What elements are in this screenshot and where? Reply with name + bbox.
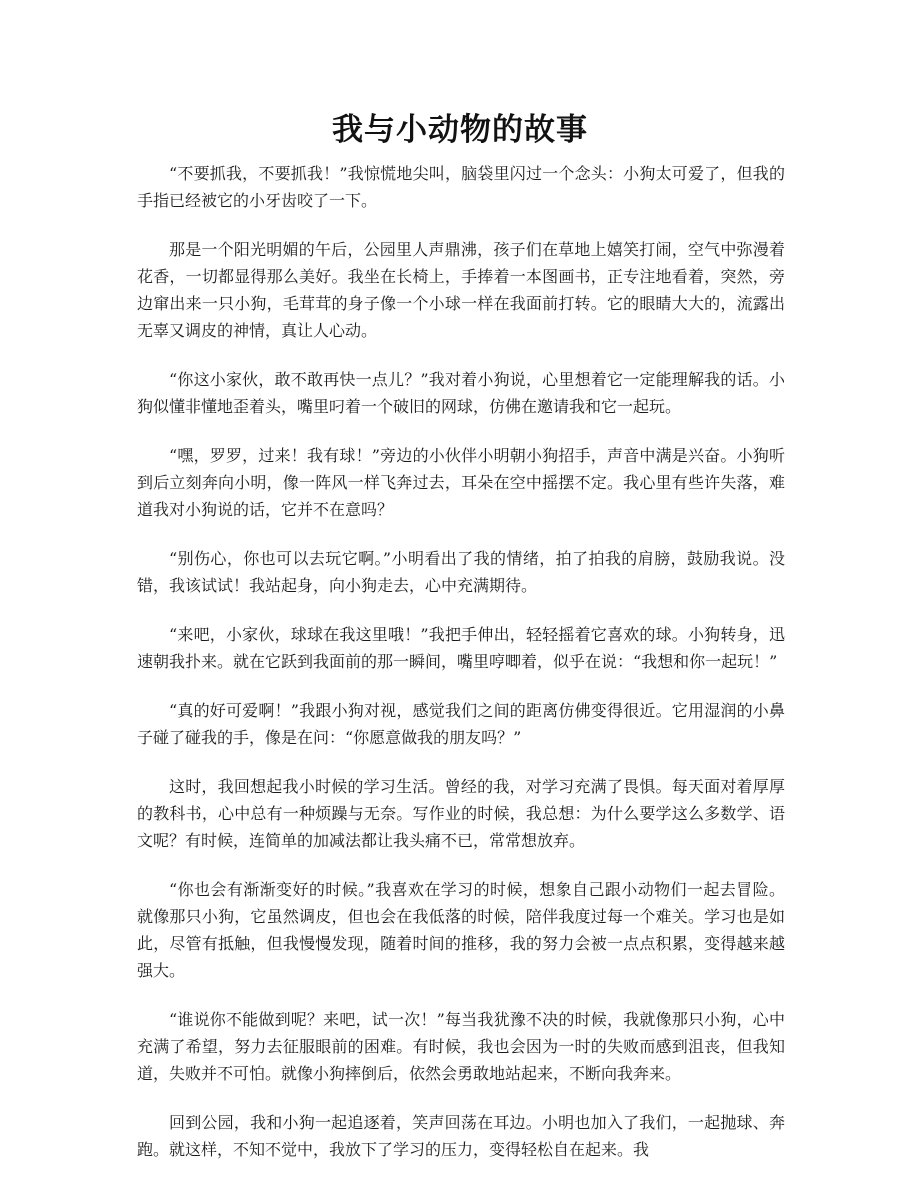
paragraph: “来吧，小家伙，球球在我这里哦！”我把手伸出，轻轻摇着它喜欢的球。小狗转身，迅速朝我扑来。就在它跃到我面前的那一瞬间，嘴里哼唧着，似乎在说：“我想和你一起玩！”: [137, 625, 785, 671]
document-body: [137, 160, 785, 1185]
paragraph: “嘿，罗罗，过来！我有球！”旁边的小伙伴小明朝小狗招手，声音中满是兴奋。小狗听到后立刻奔向小明，像一阵风一样飞奔过去，耳朵在空中摇摆不定。我心里有些许失落，难道我对小狗说的话，它并不在意吗？: [137, 446, 785, 519]
paragraph: “真的好可爱啊！”我跟小狗对视，感觉我们之间的距离仿佛变得很近。它用湿润的小鼻子碰了碰我的手，像是在问：“你愿意做我的朋友吗？”: [137, 701, 785, 747]
paragraph: “别伤心，你也可以去玩它啊。”小明看出了我的情绪，拍了拍我的肩膀，鼓励我说。没错，我该试试！我站起身，向小狗走去，心中充满期待。: [137, 549, 785, 595]
paragraph: “你这小家伙，敢不敢再快一点儿？”我对着小狗说，心里想着它一定能理解我的话。小狗似懂非懂地歪着头，嘴里叼着一个破旧的网球，仿佛在邀请我和它一起玩。: [137, 370, 785, 416]
paragraph: 这时，我回想起我小时候的学习生活。曾经的我，对学习充满了畏惧。每天面对着厚厚的教科书，心中总有一种烦躁与无奈。写作业的时候，我总想：为什么要学这么多数学、语文呢？有时候，连简单的加减法都让我头痛不已，常常想放弃。: [137, 777, 785, 850]
paragraph: “你也会有渐渐变好的时候。”我喜欢在学习的时候，想象自己跟小动物们一起去冒险。就像那只小狗，它虽然调皮，但也会在我低落的时候，陪伴我度过每一个难关。学习也是如此，尽管有抵触，但我慢慢发现，随着时间的推移，我的努力会被一点点积累，变得越来越强大。: [137, 880, 785, 980]
paragraph: 回到公园，我和小狗一起追逐着，笑声回荡在耳边。小明也加入了我们，一起抛球、奔跑。就这样，不知不觉中，我放下了学习的压力，变得轻松自在起来。我: [137, 1113, 785, 1159]
paragraph: “不要抓我，不要抓我！”我惊慌地尖叫，脑袋里闪过一个念头：小狗太可爱了，但我的手指已经被它的小牙齿咬了一下。: [137, 164, 785, 210]
document-title: 我与小动物的故事: [332, 112, 588, 148]
paragraph: 那是一个阳光明媚的午后，公园里人声鼎沸，孩子们在草地上嬉笑打闹，空气中弥漫着花香，一切都显得那么美好。我坐在长椅上，手捧着一本图画书，正专注地看着，突然，旁边窜出来一只小狗，毛茸茸的身子像一个小球一样在我面前打转。它的眼睛大大的，流露出无辜又调皮的神情，真让人心动。: [137, 240, 785, 340]
paragraph: “谁说你不能做到呢？来吧，试一次！”每当我犹豫不决的时候，我就像那只小狗，心中充满了希望，努力去征服眼前的困难。有时候，我也会因为一时的失败而感到沮丧，但我知道，失败并不可怕。就像小狗摔倒后，依然会勇敢地站起来，不断向我奔来。: [137, 1010, 785, 1083]
